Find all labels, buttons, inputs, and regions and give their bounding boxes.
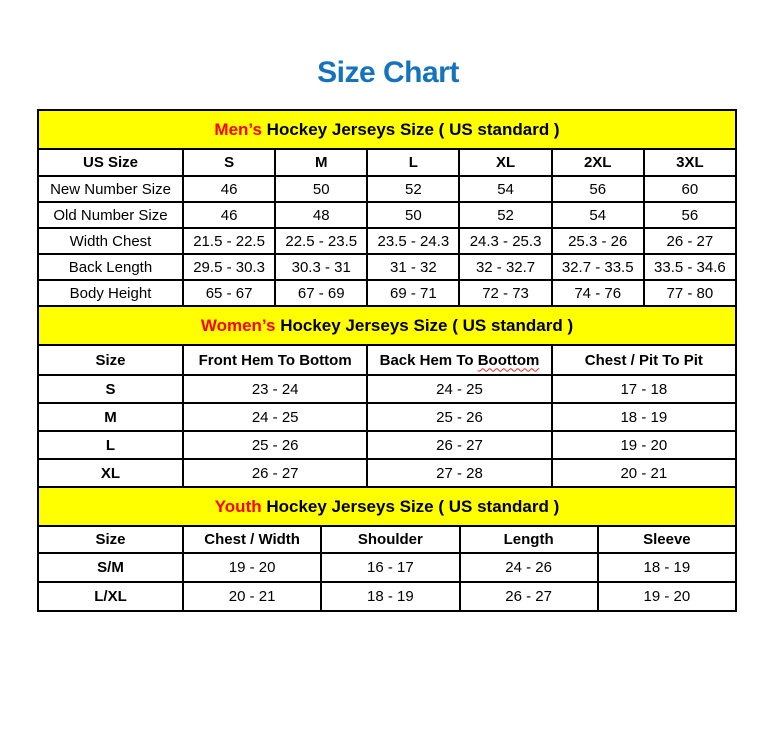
- row-label: Back Length: [38, 254, 183, 280]
- size-cell: 18 - 19: [552, 403, 736, 431]
- size-cell: 48: [275, 202, 367, 228]
- size-cell: 20 - 21: [552, 459, 736, 487]
- size-cell: 60: [644, 176, 736, 202]
- column-header: 2XL: [552, 149, 644, 176]
- column-header: S: [183, 149, 275, 176]
- row-label: S: [38, 375, 183, 403]
- youth-section-title: [38, 487, 736, 526]
- mens-title-accent: Men’s: [214, 119, 262, 139]
- size-cell: 74 - 76: [552, 280, 644, 306]
- youth-size-table: [37, 486, 737, 612]
- size-cell: 33.5 - 34.6: [644, 254, 736, 280]
- size-cell: 24 - 25: [183, 403, 367, 431]
- size-cell: 22.5 - 23.5: [275, 228, 367, 254]
- column-header: Front Hem To Bottom: [183, 345, 367, 375]
- size-cell: 25 - 26: [183, 431, 367, 459]
- size-cell: 24.3 - 25.3: [459, 228, 551, 254]
- row-label: Old Number Size: [38, 202, 183, 228]
- table-row: [38, 254, 736, 280]
- size-cell: 32 - 32.7: [459, 254, 551, 280]
- table-row: [38, 375, 736, 403]
- mens-title-rest: Hockey Jerseys Size ( US standard ): [261, 119, 560, 139]
- size-cell: 18 - 19: [598, 553, 736, 582]
- size-cell: 19 - 20: [183, 553, 321, 582]
- size-cell: 56: [552, 176, 644, 202]
- size-cell: 25 - 26: [367, 403, 551, 431]
- youth-section-band: [38, 487, 736, 526]
- size-cell: 69 - 71: [367, 280, 459, 306]
- column-header: Length: [460, 526, 598, 553]
- table-row: [38, 459, 736, 487]
- size-cell: 27 - 28: [367, 459, 551, 487]
- size-cell: 50: [275, 176, 367, 202]
- table-row: [38, 431, 736, 459]
- column-header: Shoulder: [321, 526, 459, 553]
- table-row: [38, 202, 736, 228]
- column-header: Size: [38, 526, 183, 553]
- womens-section-band: [38, 306, 736, 345]
- size-cell: 16 - 17: [321, 553, 459, 582]
- size-cell: 46: [183, 202, 275, 228]
- column-header: Size: [38, 345, 183, 375]
- size-cell: 46: [183, 176, 275, 202]
- spellcheck-squiggle-word: Boottom: [477, 351, 540, 369]
- size-cell: 30.3 - 31: [275, 254, 367, 280]
- womens-title-rest: Hockey Jerseys Size ( US standard ): [275, 315, 574, 335]
- size-cell: 24 - 26: [460, 553, 598, 582]
- header-text: Back Hem To: [379, 351, 478, 369]
- size-cell: 72 - 73: [459, 280, 551, 306]
- size-cell: 24 - 25: [367, 375, 551, 403]
- row-label: New Number Size: [38, 176, 183, 202]
- column-header: M: [275, 149, 367, 176]
- size-cell: 19 - 20: [552, 431, 736, 459]
- size-cell: 52: [459, 202, 551, 228]
- youth-header-row: [38, 526, 736, 553]
- size-cell: 31 - 32: [367, 254, 459, 280]
- size-chart: [37, 109, 737, 612]
- size-cell: 26 - 27: [460, 582, 598, 611]
- size-cell: 19 - 20: [598, 582, 736, 611]
- row-label: L/XL: [38, 582, 183, 611]
- womens-header-row: [38, 345, 736, 375]
- table-row: [38, 280, 736, 306]
- page-title: Size Chart: [317, 56, 459, 89]
- table-row: [38, 582, 736, 611]
- size-cell: 29.5 - 30.3: [183, 254, 275, 280]
- size-cell: 23 - 24: [183, 375, 367, 403]
- youth-title-rest: Hockey Jerseys Size ( US standard ): [261, 496, 560, 516]
- column-header-misspelled: [367, 345, 551, 375]
- row-label: XL: [38, 459, 183, 487]
- size-cell: 50: [367, 202, 459, 228]
- mens-section-title: [38, 110, 736, 149]
- size-cell: 25.3 - 26: [552, 228, 644, 254]
- size-cell: 32.7 - 33.5: [552, 254, 644, 280]
- mens-size-table: [37, 109, 737, 307]
- youth-title-accent: Youth: [214, 496, 262, 516]
- mens-header-row: [38, 149, 736, 176]
- column-header: Sleeve: [598, 526, 736, 553]
- size-cell: 54: [552, 202, 644, 228]
- mens-section-band: [38, 110, 736, 149]
- size-cell: 18 - 19: [321, 582, 459, 611]
- table-row: [38, 176, 736, 202]
- row-label: Width Chest: [38, 228, 183, 254]
- size-cell: 52: [367, 176, 459, 202]
- size-cell: 56: [644, 202, 736, 228]
- size-cell: 26 - 27: [367, 431, 551, 459]
- womens-size-table: [37, 305, 737, 488]
- size-cell: 77 - 80: [644, 280, 736, 306]
- size-cell: 20 - 21: [183, 582, 321, 611]
- size-cell: 54: [459, 176, 551, 202]
- row-label: M: [38, 403, 183, 431]
- table-row: [38, 553, 736, 582]
- size-cell: 65 - 67: [183, 280, 275, 306]
- column-header: Chest / Pit To Pit: [552, 345, 736, 375]
- column-header: Chest / Width: [183, 526, 321, 553]
- size-cell: 17 - 18: [552, 375, 736, 403]
- table-row: [38, 403, 736, 431]
- row-label: Body Height: [38, 280, 183, 306]
- column-header: US Size: [38, 149, 183, 176]
- size-cell: 26 - 27: [644, 228, 736, 254]
- row-label: L: [38, 431, 183, 459]
- size-cell: 67 - 69: [275, 280, 367, 306]
- column-header: XL: [459, 149, 551, 176]
- size-cell: 23.5 - 24.3: [367, 228, 459, 254]
- womens-title-accent: Women’s: [200, 315, 276, 335]
- size-cell: 21.5 - 22.5: [183, 228, 275, 254]
- row-label: S/M: [38, 553, 183, 582]
- column-header: 3XL: [644, 149, 736, 176]
- size-cell: 26 - 27: [183, 459, 367, 487]
- column-header: L: [367, 149, 459, 176]
- womens-section-title: [38, 306, 736, 345]
- table-row: [38, 228, 736, 254]
